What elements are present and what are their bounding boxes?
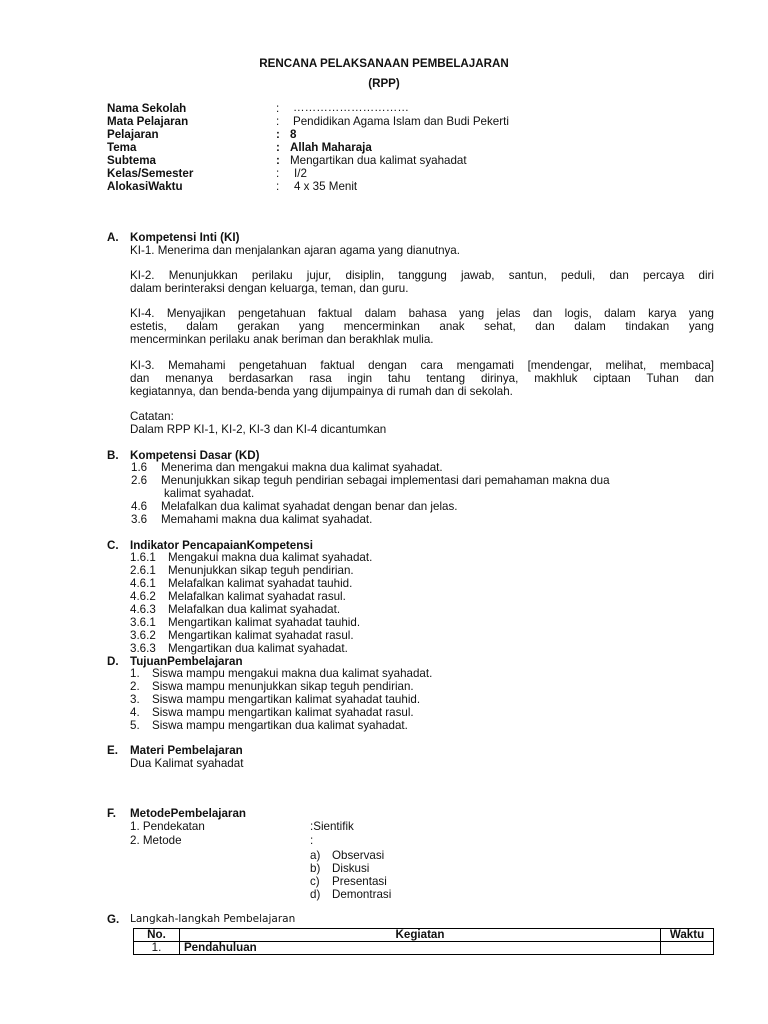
- identity-label: Subtema: [107, 154, 156, 167]
- table-cell-no: 1.: [134, 942, 180, 955]
- indicator-text: Mengartikan dua kalimat syahadat.: [168, 642, 348, 655]
- section-heading: Kompetensi Dasar (KD): [130, 449, 260, 462]
- pendekatan-value: :Sientifik: [310, 820, 354, 833]
- indicator-text: Menunjukkan sikap teguh pendirian.: [168, 564, 354, 577]
- indicator-number: 4.6.2: [130, 590, 156, 603]
- method-letter: d): [310, 888, 321, 901]
- identity-label: Kelas/Semester: [107, 167, 194, 180]
- method-text: Diskusi: [332, 862, 370, 875]
- identity-label: Nama Sekolah: [107, 102, 187, 115]
- method-text: Demontrasi: [332, 888, 392, 901]
- method-text: Presentasi: [332, 875, 387, 888]
- identity-value: 8: [290, 128, 297, 141]
- identity-label: Tema: [107, 141, 137, 154]
- identity-colon: :: [276, 115, 280, 128]
- section-letter: C.: [107, 539, 119, 552]
- document-title: RENCANA PELAKSANAAN PEMBELAJARAN: [259, 57, 509, 70]
- kd-number: 2.6: [131, 474, 148, 487]
- pendekatan-label: 1. Pendekatan: [130, 820, 205, 833]
- indicator-number: 3.6.3: [130, 642, 156, 655]
- document-subtitle: (RPP): [368, 77, 400, 90]
- identity-label: Mata Pelajaran: [107, 115, 189, 128]
- kegiatan-table: [133, 928, 714, 955]
- section-letter: A.: [107, 231, 119, 244]
- ki-3-text-line: KI-3. Memahami pengetahuan faktual dengan cara mengamati [mendengar, melihat, membaca]: [130, 359, 714, 372]
- indicator-text: Melafalkan kalimat syahadat rasul.: [168, 590, 346, 603]
- indicator-number: 2.6.1: [130, 564, 156, 577]
- indicator-text: Mengartikan kalimat syahadat tauhid.: [168, 616, 361, 629]
- identity-value: …………………………: [293, 101, 409, 114]
- identity-value: Pendidikan Agama Islam dan Budi Pekerti: [293, 115, 509, 128]
- kd-text: Memahami makna dua kalimat syahadat.: [161, 513, 373, 526]
- ki-3-text-line: dan menanya berdasarkan rasa ingin tahu tentang dirinya, makhluk ciptaan Tuhan dan: [130, 372, 714, 385]
- ki-2-text-line: dalam berinteraksi dengan keluarga, teman, dan guru.: [130, 282, 409, 295]
- identity-value: Allah Maharaja: [290, 141, 372, 154]
- goal-number: 3.: [130, 693, 140, 706]
- goal-number: 1.: [130, 667, 140, 680]
- indicator-text: Mengakui makna dua kalimat syahadat.: [168, 551, 373, 564]
- indicator-number: 4.6.1: [130, 577, 156, 590]
- identity-value: 4 x 35 Menit: [294, 180, 358, 193]
- goal-text: Siswa mampu mengartikan kalimat syahadat tauhid.: [152, 693, 421, 706]
- ki-2-text-line: KI-2. Menunjukkan perilaku jujur, disiplin, tanggung jawab, santun, peduli, dan percaya diri: [130, 269, 714, 282]
- method-letter: c): [310, 875, 320, 888]
- identity-colon: :: [276, 102, 280, 115]
- kd-number: 1.6: [131, 461, 148, 474]
- goal-text: Siswa mampu mengartikan kalimat syahadat rasul.: [152, 706, 414, 719]
- kd-text: kalimat syahadat.: [164, 487, 255, 500]
- ki-4-text-line: mencerminkan perilaku anak beriman dan berakhlak mulia.: [130, 333, 434, 346]
- indicator-number: 3.6.1: [130, 616, 156, 629]
- section-letter: D.: [107, 655, 119, 668]
- section-letter: E.: [107, 744, 118, 757]
- indicator-number: 4.6.3: [130, 603, 156, 616]
- kd-text: Menunjukkan sikap teguh pendirian sebagai implementasi dari pemahaman makna dua: [161, 474, 610, 487]
- section-heading: MetodePembelajaran: [130, 807, 246, 820]
- kd-text: Menerima dan mengakui makna dua kalimat syahadat.: [161, 461, 443, 474]
- method-letter: a): [310, 849, 321, 862]
- metode-colon: :: [310, 834, 314, 847]
- table-header: Kegiatan: [179, 929, 660, 942]
- metode-label: 2. Metode: [130, 834, 182, 847]
- kd-number: 4.6: [131, 500, 148, 513]
- identity-colon: :: [276, 167, 280, 180]
- indicator-number: 3.6.2: [130, 629, 156, 642]
- indicator-text: Mengartikan kalimat syahadat rasul.: [168, 629, 354, 642]
- identity-value: Mengartikan dua kalimat syahadat: [290, 154, 467, 167]
- goal-number: 2.: [130, 680, 140, 693]
- ki-3-text-line: kegiatannya, dan benda-benda yang dijumpainya di rumah dan di sekolah.: [130, 385, 513, 398]
- table-header: No.: [134, 929, 180, 942]
- goal-number: 5.: [130, 719, 140, 732]
- section-heading: Langkah-langkah Pembelajaran: [130, 913, 296, 925]
- section-heading: Materi Pembelajaran: [130, 744, 243, 757]
- table-header: Waktu: [661, 929, 714, 942]
- indicator-number: 1.6.1: [130, 551, 156, 564]
- identity-value: I/2: [294, 167, 307, 180]
- section-letter: G.: [107, 913, 120, 926]
- goal-text: Siswa mampu mengartikan dua kalimat syahadat.: [152, 719, 408, 732]
- goal-text: Siswa mampu menunjukkan sikap teguh pendirian.: [152, 680, 414, 693]
- identity-colon: :: [276, 141, 280, 154]
- section-heading: Kompetensi Inti (KI): [130, 231, 240, 244]
- section-heading: Indikator PencapaianKompetensi: [130, 539, 313, 552]
- goal-number: 4.: [130, 706, 140, 719]
- goal-text: Siswa mampu mengakui makna dua kalimat syahadat.: [152, 667, 433, 680]
- identity-colon: :: [276, 128, 280, 141]
- table-row: [134, 942, 714, 955]
- identity-colon: :: [276, 180, 280, 193]
- method-letter: b): [310, 862, 321, 875]
- indicator-text: Melafalkan dua kalimat syahadat.: [168, 603, 341, 616]
- table-cell-waktu: [661, 942, 714, 955]
- table-header-row: [134, 929, 714, 942]
- kd-text: Melafalkan dua kalimat syahadat dengan benar dan jelas.: [161, 500, 458, 513]
- identity-label: Pelajaran: [107, 128, 159, 141]
- identity-label: AlokasiWaktu: [107, 180, 183, 193]
- section-heading: TujuanPembelajaran: [130, 655, 243, 668]
- materi-text: Dua Kalimat syahadat: [130, 757, 244, 770]
- identity-colon: :: [276, 154, 280, 167]
- section-letter: F.: [107, 807, 117, 820]
- section-letter: B.: [107, 449, 119, 462]
- note-label: Catatan:: [130, 410, 174, 423]
- note-text: Dalam RPP KI-1, KI-2, KI-3 dan KI-4 dicantumkan: [130, 423, 387, 436]
- ki-4-text-line: KI-4. Menyajikan pengetahuan faktual dalam bahasa yang jelas dan logis, dalam karya yang: [130, 307, 714, 320]
- method-text: Observasi: [332, 849, 385, 862]
- table-cell-kegiatan: Pendahuluan: [179, 942, 660, 955]
- ki-1-text: KI-1. Menerima dan menjalankan ajaran agama yang dianutnya.: [130, 244, 460, 257]
- ki-4-text-line: estetis, dalam gerakan yang mencerminkan anak sehat, dan dalam tindakan yang: [130, 320, 714, 333]
- kd-number: 3.6: [131, 513, 148, 526]
- indicator-text: Melafalkan kalimat syahadat tauhid.: [168, 577, 353, 590]
